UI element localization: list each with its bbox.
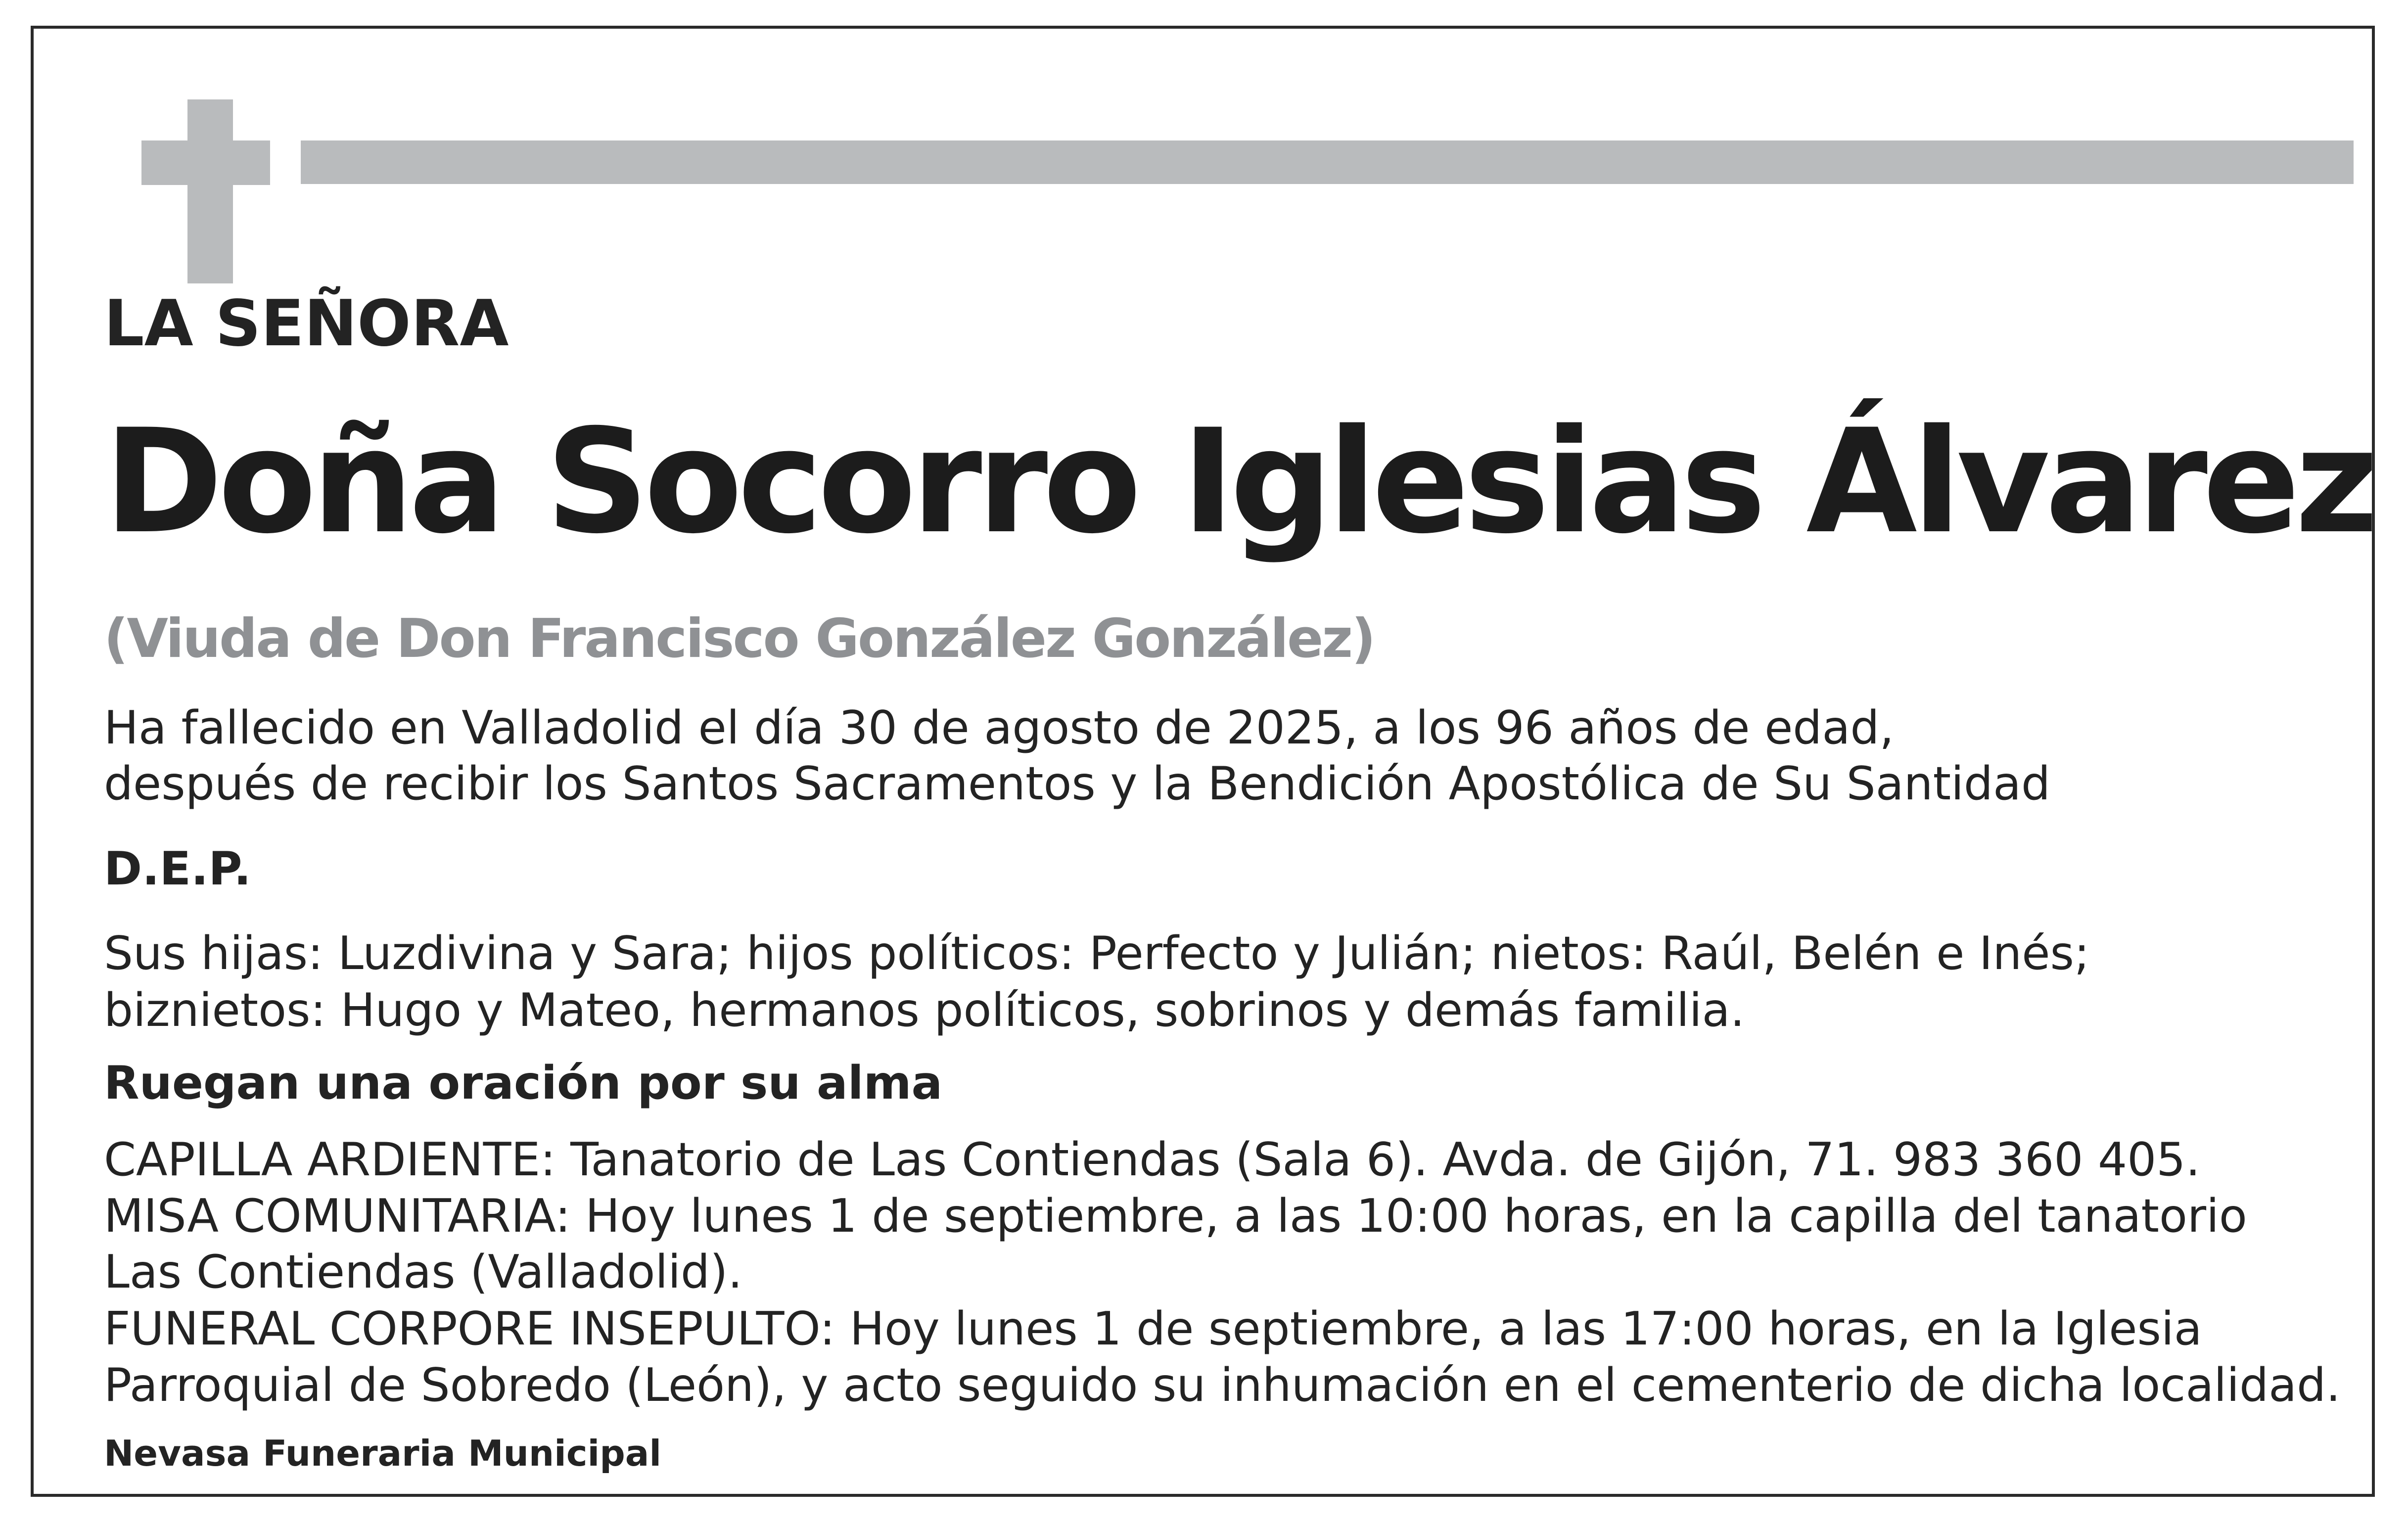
family-line: biznietos: Hugo y Mateo, hermanos políticos, sobrinos y demás familia. bbox=[104, 983, 1745, 1037]
cross-icon-crossbar bbox=[141, 140, 270, 185]
ceremony-line: FUNERAL CORPORE INSEPULTO: Hoy lunes 1 de septiembre, a las 17:00 horas, en la Iglesia bbox=[104, 1302, 2202, 1355]
ceremony-line: CAPILLA ARDIENTE: Tanatorio de Las Contiendas (Sala 6). Avda. de Gijón, 71. 983 360 405. bbox=[104, 1133, 2201, 1186]
funeral-home-name: Nevasa Funeraria Municipal bbox=[104, 1433, 662, 1474]
ceremony-line: MISA COMUNITARIA: Hoy lunes 1 de septiembre, a las 10:00 horas, en la capilla del tanatorio bbox=[104, 1189, 2247, 1243]
prayer-request: Ruegan una oración por su alma bbox=[104, 1056, 943, 1110]
cross-icon bbox=[187, 99, 233, 283]
title-label: LA SEÑORA bbox=[104, 287, 509, 361]
death-notice-line: Ha fallecido en Valladolid el día 30 de agosto de 2025, a los 96 años de edad, bbox=[104, 701, 1894, 754]
header-divider bbox=[301, 140, 2354, 184]
family-line: Sus hijas: Luzdivina y Sara; hijos políticos: Perfecto y Julián; nietos: Raúl, Belén e Inés; bbox=[104, 926, 2090, 980]
widow-of-line: (Viuda de Don Francisco González González) bbox=[104, 608, 1375, 670]
ceremony-line: Parroquial de Sobredo (León), y acto seguido su inhumación en el cementerio de dicha localidad. bbox=[104, 1358, 2341, 1412]
deceased-name: Doña Socorro Iglesias Álvarez bbox=[104, 399, 2374, 565]
death-notice-line: después de recibir los Santos Sacramentos y la Bendición Apostólica de Su Santidad bbox=[104, 757, 2050, 810]
rip-label: D.E.P. bbox=[104, 842, 251, 895]
ceremony-line: Las Contiendas (Valladolid). bbox=[104, 1245, 742, 1298]
